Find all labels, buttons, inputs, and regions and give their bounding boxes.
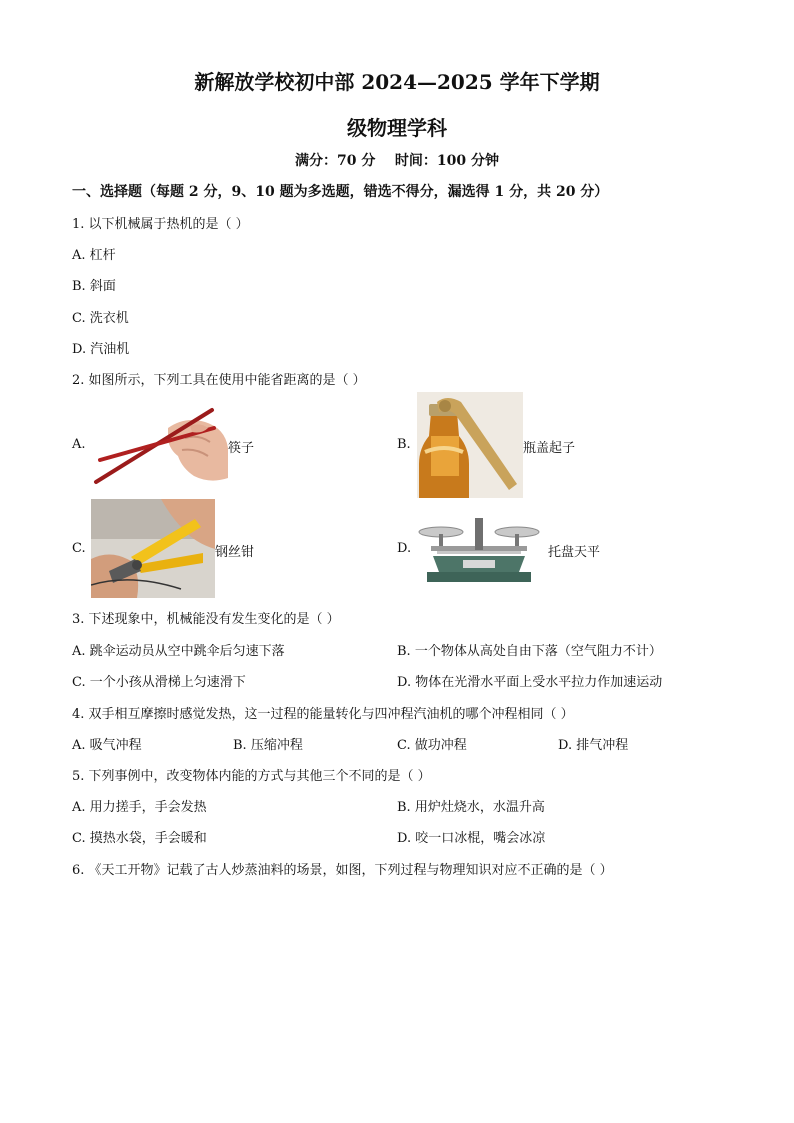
q2-option-a-label: 筷子 (228, 441, 255, 456)
q3-option-d: D. 物体在光滑水平面上受水平拉力作加速运动 (397, 675, 663, 690)
bottle-opener-image (417, 392, 523, 498)
chopsticks-image (90, 398, 230, 490)
q1-option-d: D. 汽油机 (72, 342, 130, 357)
q1-option-b: B. 斜面 (72, 279, 116, 294)
question-6-stem: 6. 《天工开物》记载了古人炒蒸油料的场景，如图，下列过程与物理知识对应不正确的是（ ） (72, 863, 613, 878)
q2-option-c-label: 钢丝钳 (215, 545, 255, 560)
question-4-stem: 4. 双手相互摩擦时感觉发热，这一过程的能量转化与四冲程汽油机的哪个冲程相同（ ） (72, 707, 574, 722)
q3-option-b: B. 一个物体从高处自由下落（空气阻力不计） (397, 644, 662, 659)
q2-option-d-letter: D. (397, 541, 412, 556)
q3-option-c: C. 一个小孩从滑梯上匀速滑下 (72, 675, 246, 690)
q4-option-b: B. 压缩冲程 (233, 738, 303, 753)
balance-scale-image (417, 512, 541, 586)
q2-option-b-label: 瓶盖起子 (523, 441, 576, 456)
score-time-info: 满分：70 分 时间：100 分钟 (295, 153, 499, 169)
pliers-image (91, 499, 215, 598)
q2-option-b-letter: B. (397, 437, 411, 452)
q4-option-d: D. 排气冲程 (558, 738, 629, 753)
q2-option-d-label: 托盘天平 (548, 545, 601, 560)
q4-option-a: A. 吸气冲程 (72, 738, 142, 753)
q5-option-d: D. 咬一口冰棍，嘴会冰凉 (397, 831, 546, 846)
q3-option-a: A. 跳伞运动员从空中跳伞后匀速下落 (72, 644, 285, 659)
exam-subject: 级物理学科 (347, 116, 447, 140)
question-2-stem: 2. 如图所示，下列工具在使用中能省距离的是（ ） (72, 373, 366, 388)
q2-option-c-letter: C. (72, 541, 86, 556)
q5-option-b: B. 用炉灶烧水，水温升高 (397, 800, 545, 815)
question-1-stem: 1. 以下机械属于热机的是（ ） (72, 217, 249, 232)
question-5-stem: 5. 下列事例中，改变物体内能的方式与其他三个不同的是（ ） (72, 769, 431, 784)
q5-option-c: C. 摸热水袋，手会暖和 (72, 831, 207, 846)
q4-option-c: C. 做功冲程 (397, 738, 467, 753)
q1-option-a: A. 杠杆 (72, 248, 116, 263)
q5-option-a: A. 用力搓手，手会发热 (72, 800, 207, 815)
q2-option-a-letter: A. (72, 437, 86, 452)
exam-title: 新解放学校初中部 2024—2025 学年下学期 (194, 70, 600, 94)
question-3-stem: 3. 下述现象中，机械能没有发生变化的是（ ） (72, 612, 340, 627)
section-heading: 一、选择题（每题 2 分，9、10 题为多选题，错选不得分，漏选得 1 分，共 20 分） (72, 184, 609, 200)
q1-option-c: C. 洗衣机 (72, 311, 129, 326)
